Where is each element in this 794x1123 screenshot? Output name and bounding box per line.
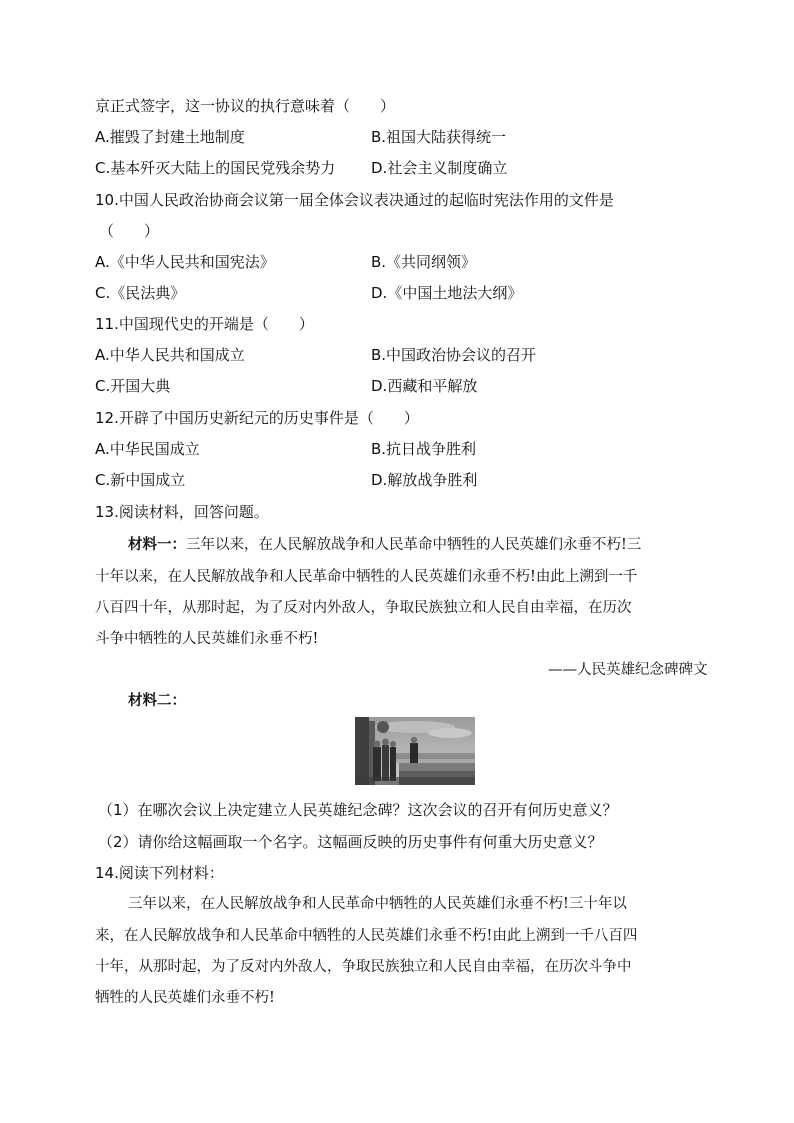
q13-sub1: （1）在哪次会议上决定建立人民英雄纪念碑？这次会议的召开有何历史意义？: [98, 801, 618, 819]
q13-material1-line1: [128, 535, 641, 555]
founding-ceremony-painting: [355, 717, 475, 785]
q12-option-d: D.解放战争胜利: [371, 471, 478, 489]
q13-material1-source: ——人民英雄纪念碑碑文: [548, 662, 708, 678]
q10-option-a: A.《中华人民共和国宪法》: [95, 253, 275, 271]
q14-line4: 牺牲的人民英雄们永垂不朽!: [95, 990, 275, 1006]
q13-material1-line2: 十年以来，在人民解放战争和人民革命中牺牲的人民英雄们永垂不朽!由此上溯到一千: [95, 569, 638, 585]
q13-sub2: （2）请你给这幅画取一个名字。这幅画反映的历史事件有何重大历史意义？: [98, 833, 603, 851]
q13-stem: 13.阅读材料，回答问题。: [95, 503, 269, 521]
q13-material1-line4: 斗争中牺牲的人民英雄们永垂不朽!: [95, 631, 319, 647]
q10-stem: 10.中国人民政治协商会议第一届全体会议表决通过的起临时宪法作用的文件是: [95, 191, 614, 209]
q13-material2-label: 材料二：: [128, 692, 186, 709]
q14-line1: 三年以来，在人民解放战争和人民革命中牺牲的人民英雄们永垂不朽!三十年以: [128, 896, 627, 912]
q9-stem: 京正式签字，这一协议的执行意味着（ ）: [95, 97, 396, 115]
q14-stem: 14.阅读下列材料：: [95, 864, 224, 882]
material1-text: 三年以来，在人民解放战争和人民革命中牺牲的人民英雄们永垂不朽!三: [186, 537, 642, 553]
q11-option-a: A.中华人民共和国成立: [95, 346, 245, 364]
material1-label: 材料一：: [128, 536, 186, 553]
q10-option-d: D.《中国土地法大纲》: [371, 284, 523, 302]
q13-material1-line3: 八百四十年，从那时起，为了反对内外敌人，争取民族独立和人民自由幸福，在历次: [95, 600, 632, 616]
q10-option-b: B.《共同纲领》: [371, 253, 477, 271]
q12-option-c: C.新中国成立: [95, 471, 186, 489]
q14-line3: 十年，从那时起，为了反对内外敌人，争取民族独立和人民自由幸福，在历次斗争中: [95, 959, 632, 975]
q12-stem: 12.开辟了中国历史新纪元的历史事件是（ ）: [95, 409, 419, 427]
q11-option-b: B.中国政治协会议的召开: [371, 346, 537, 364]
q9-option-c: C.基本歼灭大陆上的国民党残余势力: [95, 159, 336, 177]
q11-stem: 11.中国现代史的开端是（ ）: [95, 315, 314, 333]
q11-option-d: D.西藏和平解放: [371, 377, 478, 395]
q9-option-d: D.社会主义制度确立: [371, 159, 508, 177]
q9-option-b: B.祖国大陆获得统一: [371, 128, 507, 146]
q14-line2: 来，在人民解放战争和人民革命中牺牲的人民英雄们永垂不朽!由此上溯到一千八百四: [95, 928, 638, 944]
q9-option-a: A.摧毁了封建土地制度: [95, 128, 245, 146]
q12-option-b: B.抗日战争胜利: [371, 440, 477, 458]
q10-option-c: C.《民法典》: [95, 284, 186, 302]
q12-option-a: A.中华民国成立: [95, 440, 200, 458]
q10-paren: （ ）: [99, 222, 160, 240]
q11-option-c: C.开国大典: [95, 377, 171, 395]
